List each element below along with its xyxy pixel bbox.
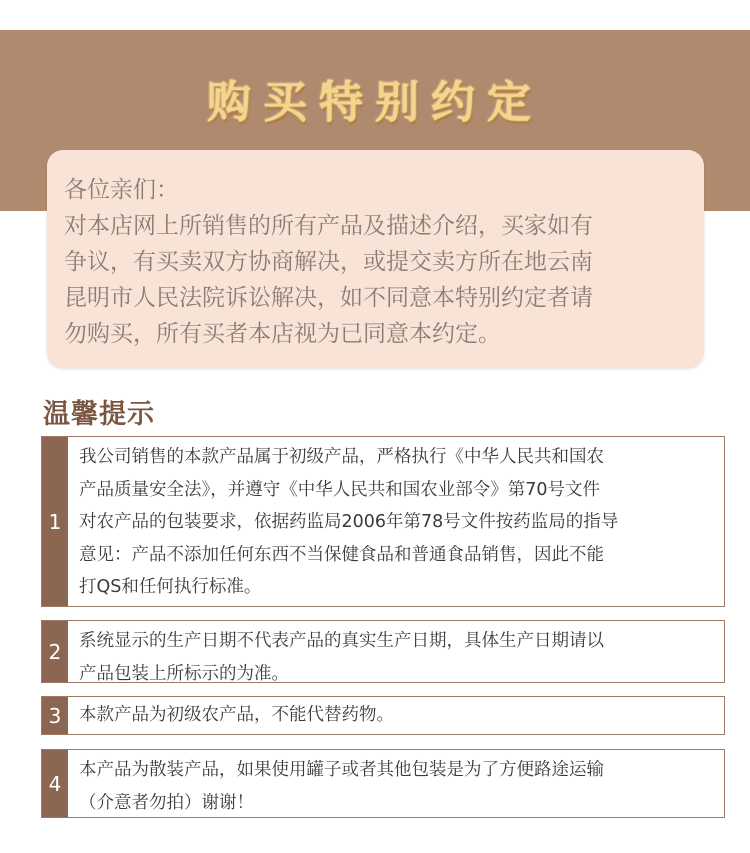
tip-line: 我公司销售的本款产品属于初级产品，严格执行《中华人民共和国农	[79, 447, 604, 467]
tip-line: 系统显示的生产日期不代表产品的真实生产日期，具体生产日期请以	[79, 631, 604, 651]
tip-item	[41, 436, 725, 607]
tip-text	[79, 441, 710, 604]
tip-line: 产品包装上所标示的为准。	[79, 663, 289, 684]
tip-item	[41, 620, 725, 683]
tip-text	[79, 699, 710, 732]
tip-number: 1	[42, 437, 68, 606]
tip-line: 意见：产品不添加任何东西不当保健食品和普通食品销售，因此不能	[79, 544, 604, 565]
notice-greeting: 各位亲们：	[64, 177, 179, 203]
notice-line: 争议，有买卖双方协商解决，或提交卖方所在地云南	[64, 249, 593, 275]
notice-line: 对本店网上所销售的所有产品及描述介绍，买家如有	[64, 213, 593, 239]
tip-item	[41, 749, 725, 818]
page-title: 购买特别约定	[207, 77, 543, 128]
notice-line: 勿购买，所有买者本店视为已同意本约定。	[64, 321, 501, 347]
tip-line: 打QS和任何执行标准。	[79, 577, 262, 597]
tip-line: 本产品为散装产品，如果使用罐子或者其他包装是为了方便路途运输	[79, 760, 604, 780]
tip-item	[41, 696, 725, 735]
tip-line: （介意者勿拍）谢谢！	[79, 792, 254, 813]
tip-number: 4	[42, 750, 68, 817]
tip-number: 2	[42, 621, 68, 682]
tips-heading: 温馨提示	[43, 399, 155, 430]
tip-line: 本款产品为初级农产品，不能代替药物。	[79, 705, 394, 725]
notice-line: 昆明市人民法院诉讼解决，如不同意本特别约定者请	[64, 285, 593, 311]
tip-text	[79, 754, 710, 819]
tip-text	[79, 625, 710, 690]
notice-text	[64, 172, 692, 352]
tip-line: 产品质量安全法》，并遵守《中华人民共和国农业部令》第70号文件	[79, 479, 601, 500]
tip-line: 对农产品的包装要求，依据药监局2006年第78号文件按药监局的指导	[79, 512, 619, 532]
notice-box	[47, 150, 704, 367]
tip-number: 3	[42, 697, 68, 734]
